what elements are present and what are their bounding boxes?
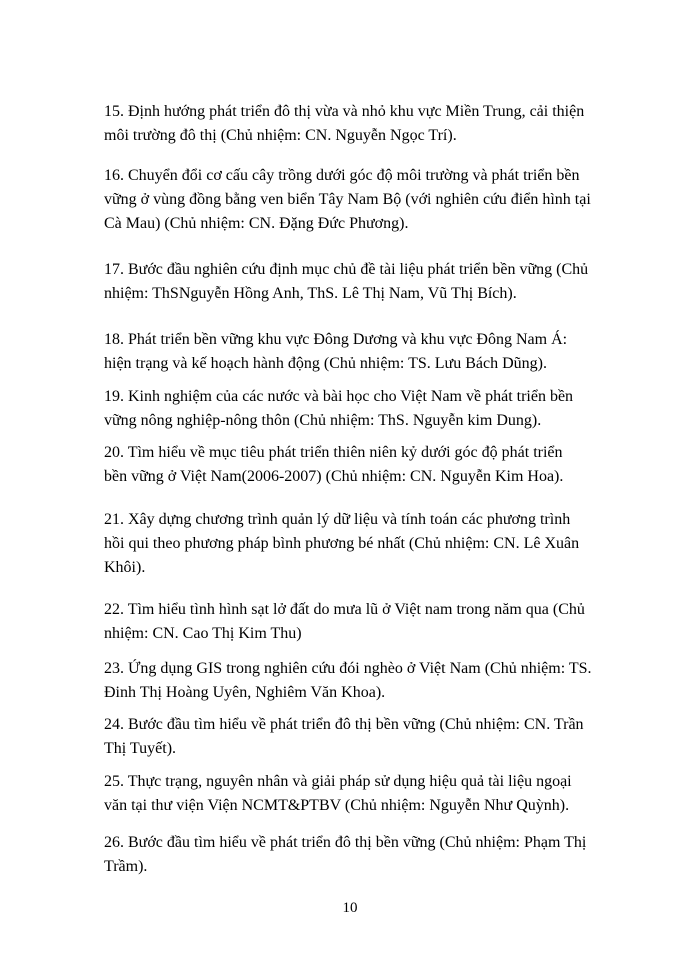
item-line: 26. Bước đầu tìm hiểu về phát triển đô thị bền vững (Chủ nhiệm: Phạm Thị [104,834,587,851]
list-item [104,100,604,148]
item-line: hiện trạng và kế hoạch hành động (Chủ nhiệm: TS. Lưu Bách Dũng). [104,355,547,372]
item-line: 24. Bước đầu tìm hiểu về phát triển đô thị bền vững (Chủ nhiệm: CN. Trần [104,716,584,733]
list-item [104,258,604,306]
item-line: bền vững ở Việt Nam(2006-2007) (Chủ nhiệm: CN. Nguyễn Kim Hoa). [104,468,564,485]
list-item [104,508,604,580]
list-item [104,770,604,818]
list-item [104,598,604,646]
item-line: 20. Tìm hiểu về mục tiêu phát triển thiên niên kỷ dưới góc độ phát triển [104,444,563,461]
item-line: 19. Kinh nghiệm của các nước và bài học cho Việt Nam về phát triển bền [104,388,574,405]
item-line: Cà Mau) (Chủ nhiệm: CN. Đặng Đức Phương). [104,215,409,232]
item-line: 16. Chuyển đổi cơ cấu cây trồng dưới góc độ môi trường và phát triển bền [104,167,580,184]
item-line: vững nông nghiệp-nông thôn (Chủ nhiệm: ThS. Nguyễn kim Dung). [104,412,542,429]
item-line: 15. Định hướng phát triển đô thị vừa và nhỏ khu vực Miền Trung, cải thiện [104,103,585,120]
item-line: 23. Ứng dụng GIS trong nghiên cứu đói nghèo ở Việt Nam (Chủ nhiệm: TS. [104,660,592,677]
list-item [104,385,604,433]
item-line: 25. Thực trạng, nguyên nhân và giải pháp sử dụng hiệu quả tài liệu ngoại [104,773,572,790]
item-line: vững ở vùng đồng bằng ven biển Tây Nam Bộ (với nghiên cứu điển hình tại [104,191,591,208]
list-item [104,441,604,489]
item-line: môi trường đô thị (Chủ nhiệm: CN. Nguyễn Ngọc Trí). [104,127,457,144]
item-line: Khôi). [104,559,146,576]
list-item [104,831,604,879]
item-line: hồi qui theo phương pháp bình phương bé nhất (Chủ nhiệm: CN. Lê Xuân [104,535,580,552]
item-line: nhiệm: CN. Cao Thị Kim Thu) [104,625,302,642]
item-line: 17. Bước đầu nghiên cứu định mục chủ đề tài liệu phát triển bền vững (Chủ [104,261,589,278]
page-number: 10 [342,900,358,916]
item-line: nhiệm: ThSNguyễn Hồng Anh, ThS. Lê Thị Nam, Vũ Thị Bích). [104,285,517,302]
item-line: Đinh Thị Hoàng Uyên, Nghiêm Văn Khoa). [104,684,386,701]
item-line: 21. Xây dựng chương trình quản lý dữ liệu và tính toán các phương trình [104,511,571,528]
list-item [104,657,604,705]
item-line: 22. Tìm hiểu tình hình sạt lở đất do mưa lũ ở Việt nam trong năm qua (Chủ [104,601,585,618]
list-item [104,713,604,761]
list-item [104,328,604,376]
list-item [104,164,604,236]
item-line: Trầm). [104,858,148,875]
item-line: Thị Tuyết). [104,740,177,757]
item-line: văn tại thư viện Viện NCMT&PTBV (Chủ nhiệm: Nguyễn Như Quỳnh). [104,797,570,814]
item-line: 18. Phát triển bền vững khu vực Đông Dương và khu vực Đông Nam Á: [104,331,568,348]
